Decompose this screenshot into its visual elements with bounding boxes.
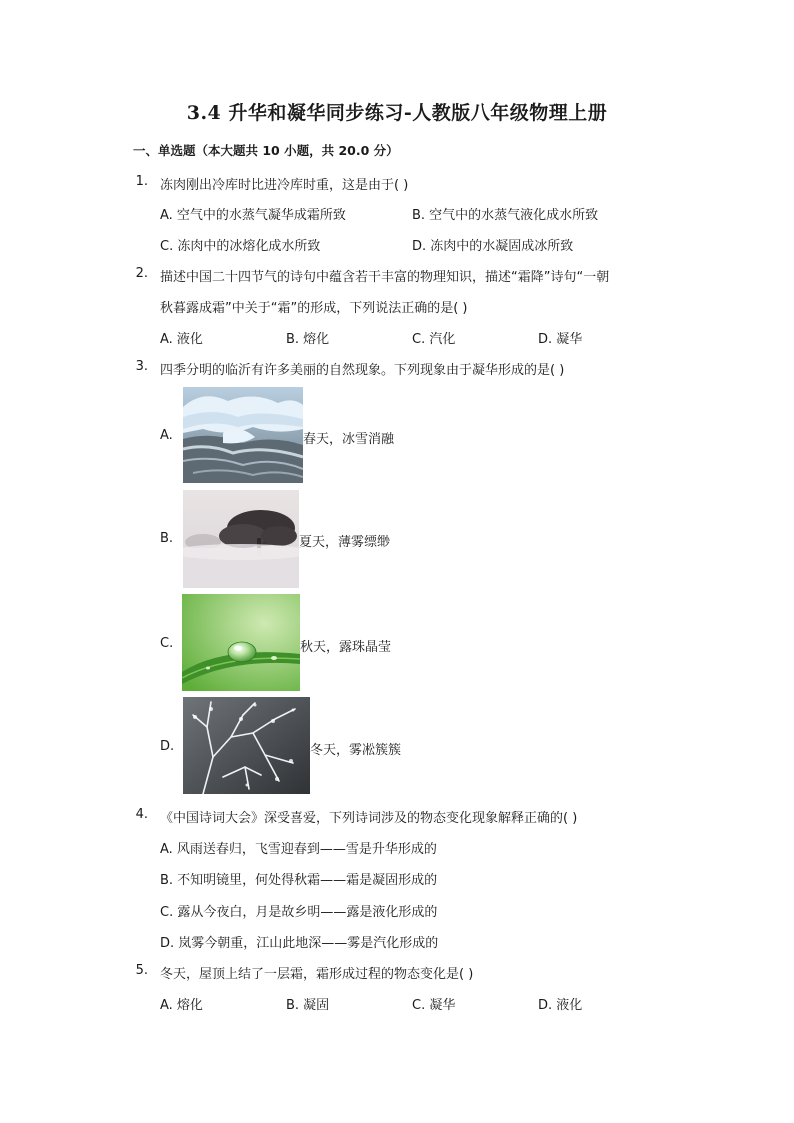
option-a-letter: A. <box>160 428 173 443</box>
dew-drop-image <box>182 594 300 691</box>
option-c: C. 露从今夜白，月是故乡明——露是液化形成的 <box>160 905 438 920</box>
question-stem: 秋暮露成霜”中关于“霜”的形成，下列说法正确的是( ) <box>160 301 468 316</box>
option-d: D. 液化 <box>538 998 583 1013</box>
option-b: B. 熔化 <box>286 332 330 347</box>
ice-stream-image <box>183 387 303 483</box>
option-d: D. 冻肉中的水凝固成冰所致 <box>412 239 574 254</box>
question-number: 2. <box>135 266 148 281</box>
option-b-letter: B. <box>160 531 174 546</box>
rime-branch-image <box>183 697 310 794</box>
question-number: 1. <box>135 174 148 189</box>
option-a-text: 春天，冰雪消融 <box>303 432 395 447</box>
question-stem: 描述中国二十四节气的诗句中蕴含若干丰富的物理知识，描述“霜降”诗句“一朝 <box>160 270 610 285</box>
section-heading: 一、单选题（本大题共 10 小题，共 20.0 分） <box>133 143 399 158</box>
option-d: D. 岚雾今朝重，江山此地深——雾是汽化形成的 <box>160 936 439 951</box>
question-number: 4. <box>135 807 148 822</box>
option-a: A. 风雨送春归，飞雪迎春到——雪是升华形成的 <box>160 842 437 857</box>
option-c-letter: C. <box>160 636 174 651</box>
option-b-text: 夏天，薄雾缥缈 <box>299 535 391 550</box>
option-b: B. 凝固 <box>286 998 330 1013</box>
question-stem: 《中国诗词大会》深受喜爱，下列诗词涉及的物态变化现象解释正确的( ) <box>160 811 578 826</box>
misty-tree-image <box>183 490 299 588</box>
option-c: C. 冻肉中的冰熔化成水所致 <box>160 239 321 254</box>
option-d-text: 冬天，雾凇簇簇 <box>310 743 402 758</box>
question-stem: 四季分明的临沂有许多美丽的自然现象。下列现象由于凝华形成的是( ) <box>160 363 565 378</box>
question-number: 3. <box>135 359 148 374</box>
option-d-letter: D. <box>160 739 175 754</box>
option-b: B. 不知明镜里，何处得秋霜——霜是凝固形成的 <box>160 873 438 888</box>
option-a: A. 液化 <box>160 332 203 347</box>
option-b: B. 空气中的水蒸气液化成水所致 <box>412 208 599 223</box>
question-number: 5. <box>135 963 148 978</box>
option-c-text: 秋天，露珠晶莹 <box>300 640 392 655</box>
option-a: A. 空气中的水蒸气凝华成霜所致 <box>160 208 346 223</box>
option-a: A. 熔化 <box>160 998 203 1013</box>
page-title: 3.4 升华和凝华同步练习-人教版八年级物理上册 <box>186 102 608 124</box>
question-stem: 冻肉刚出冷库时比进冷库时重，这是由于( ) <box>160 178 409 193</box>
option-c: C. 汽化 <box>412 332 456 347</box>
option-d: D. 凝华 <box>538 332 583 347</box>
option-c: C. 凝华 <box>412 998 456 1013</box>
question-stem: 冬天，屋顶上结了一层霜，霜形成过程的物态变化是( ) <box>160 967 474 982</box>
